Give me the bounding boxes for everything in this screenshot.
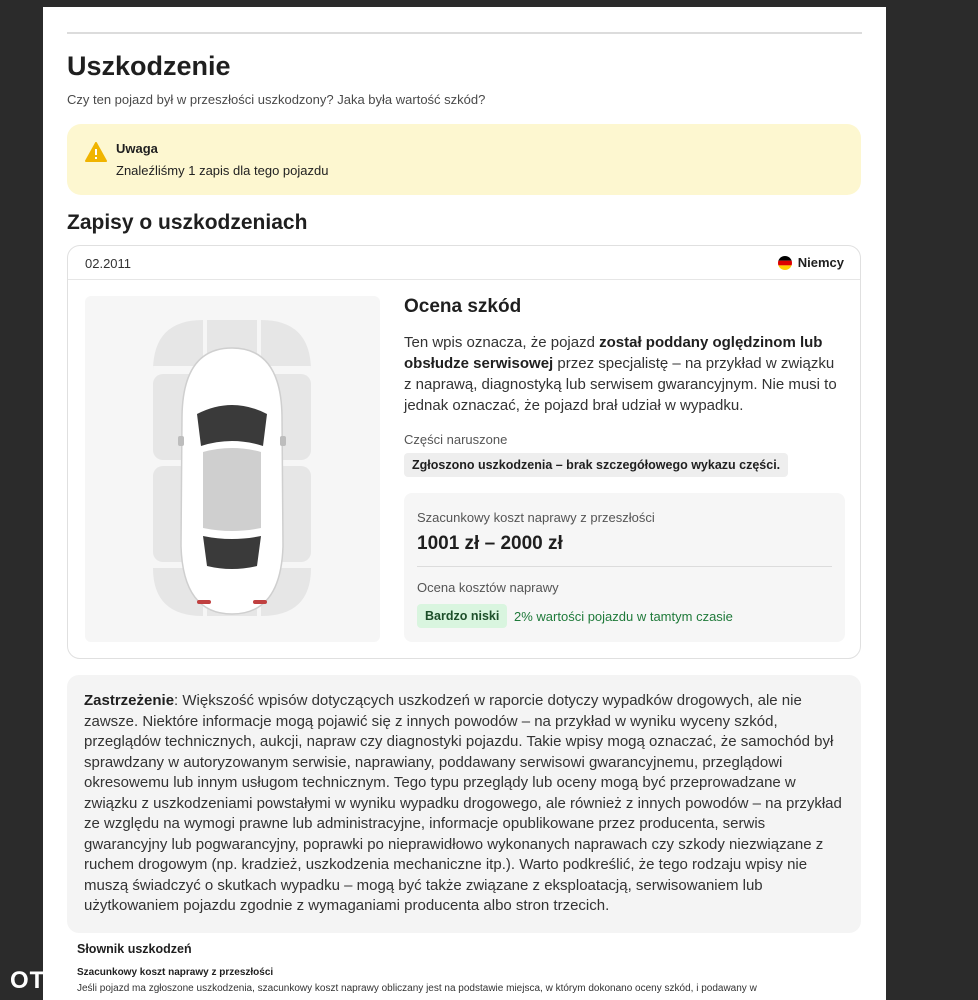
glossary-term: Szacunkowy koszt naprawy z przeszłości xyxy=(77,967,274,978)
car-damage-diagram xyxy=(85,296,380,642)
germany-flag-icon xyxy=(778,256,792,270)
rating-text: 2% wartości pojazdu w tamtym czasie xyxy=(514,609,733,624)
record-country xyxy=(778,255,844,270)
parts-label: Części naruszone xyxy=(404,432,508,447)
glossary-title: Słownik uszkodzeń xyxy=(77,942,192,956)
disclaimer-label: Zastrzeżenie xyxy=(84,692,175,709)
glossary-text: Jeśli pojazd ma zgłoszone uszkodzenia, szacunkowy koszt naprawy obliczany jest na podstawie miejsca, w którym dokonano oceny szkód, i podawany w xyxy=(77,983,757,994)
repair-cost-box xyxy=(404,493,845,642)
rating-label: Ocena kosztów naprawy xyxy=(417,580,559,595)
desc-text-2: przez specjalistę – na przykład w związku z naprawą, diagnostyką lub serwisem gwarancyjnym. Nie musi to jednak oznaczać, że pojazd brał udział w wypadku. xyxy=(404,355,837,414)
parts-chip: Zgłoszono uszkodzenia – brak szczegółowego wykazu części. xyxy=(404,453,788,477)
assessment-description xyxy=(404,332,844,416)
records-title: Zapisy o uszkodzeniach xyxy=(67,211,308,234)
otomoto-logo: OTO xyxy=(10,967,65,994)
section-subtitle: Czy ten pojazd był w przeszłości uszkodzony? Jaka była wartość szkód? xyxy=(67,92,486,107)
cost-value: 1001 zł – 2000 zł xyxy=(417,533,563,554)
record-date: 02.2011 xyxy=(85,256,132,271)
report-page xyxy=(43,7,886,1000)
section-divider xyxy=(67,32,862,34)
desc-text-1: Ten wpis oznacza, że pojazd xyxy=(404,334,600,351)
rating-badge: Bardzo niski xyxy=(417,604,507,628)
warning-alert xyxy=(67,124,861,195)
car-top-view-icon xyxy=(85,296,380,642)
disclaimer-text: : Większość wpisów dotyczących uszkodzeń w raporcie dotyczy wypadków drogowych, ale nie zawsze. Niektóre informacje mogą pojawić się z innych powodów – na przykład w wyniku wyceny szkód, przeglądów technicznych, aukcji, napraw czy diagnostyki pojazdu. Takie wpisy mogą oznaczać, że samochód był sprawdzany w autoryzowanym serwisie, naprawiany, poddawany serwisowi gwarancyjnemu, przeglądowi okresowemu lub innym usługom technicznym. Tego typu przeglądy lub oceny mogą być przeprowadzane w związku z uszkodzeniami powstałymi w wyniku wypadku drogowego, ale również z innych powodów – na przykład ze względu na wymogi prawne lub administracyjne, informacje opublikowane przez producenta, serwis gwarancyjny lub pogwarancyjny, poprawki po nieprawidłowo wykonanych naprawach czy szkody niezwiązane z ruchem drogowym (np. kradzież, uszkodzenia mechaniczne itp.). Warto podkreślić, że tego rodzaju wpisy nie muszą świadczyć o skutkach wypadku – mogą być także związane z eksploatacją, serwisowaniem lub użytkowaniem pojazdu zgodnie z wymaganiami producenta albo stron trzecich. xyxy=(84,692,842,914)
assessment-title: Ocena szkód xyxy=(404,296,522,317)
section-title: Uszkodzenie xyxy=(67,51,231,81)
alert-title: Uwaga xyxy=(116,141,158,156)
damage-record-card xyxy=(67,245,861,659)
cost-label: Szacunkowy koszt naprawy z przeszłości xyxy=(417,510,655,525)
disclaimer-box xyxy=(67,675,861,933)
cost-divider xyxy=(417,566,832,567)
alert-text: Znaleźliśmy 1 zapis dla tego pojazdu xyxy=(116,163,329,178)
record-header xyxy=(68,246,860,280)
warning-icon xyxy=(85,142,107,162)
country-label: Niemcy xyxy=(797,255,844,270)
desc-bold: został poddany oględzinom lub obsłudze serwisowej xyxy=(404,334,823,372)
